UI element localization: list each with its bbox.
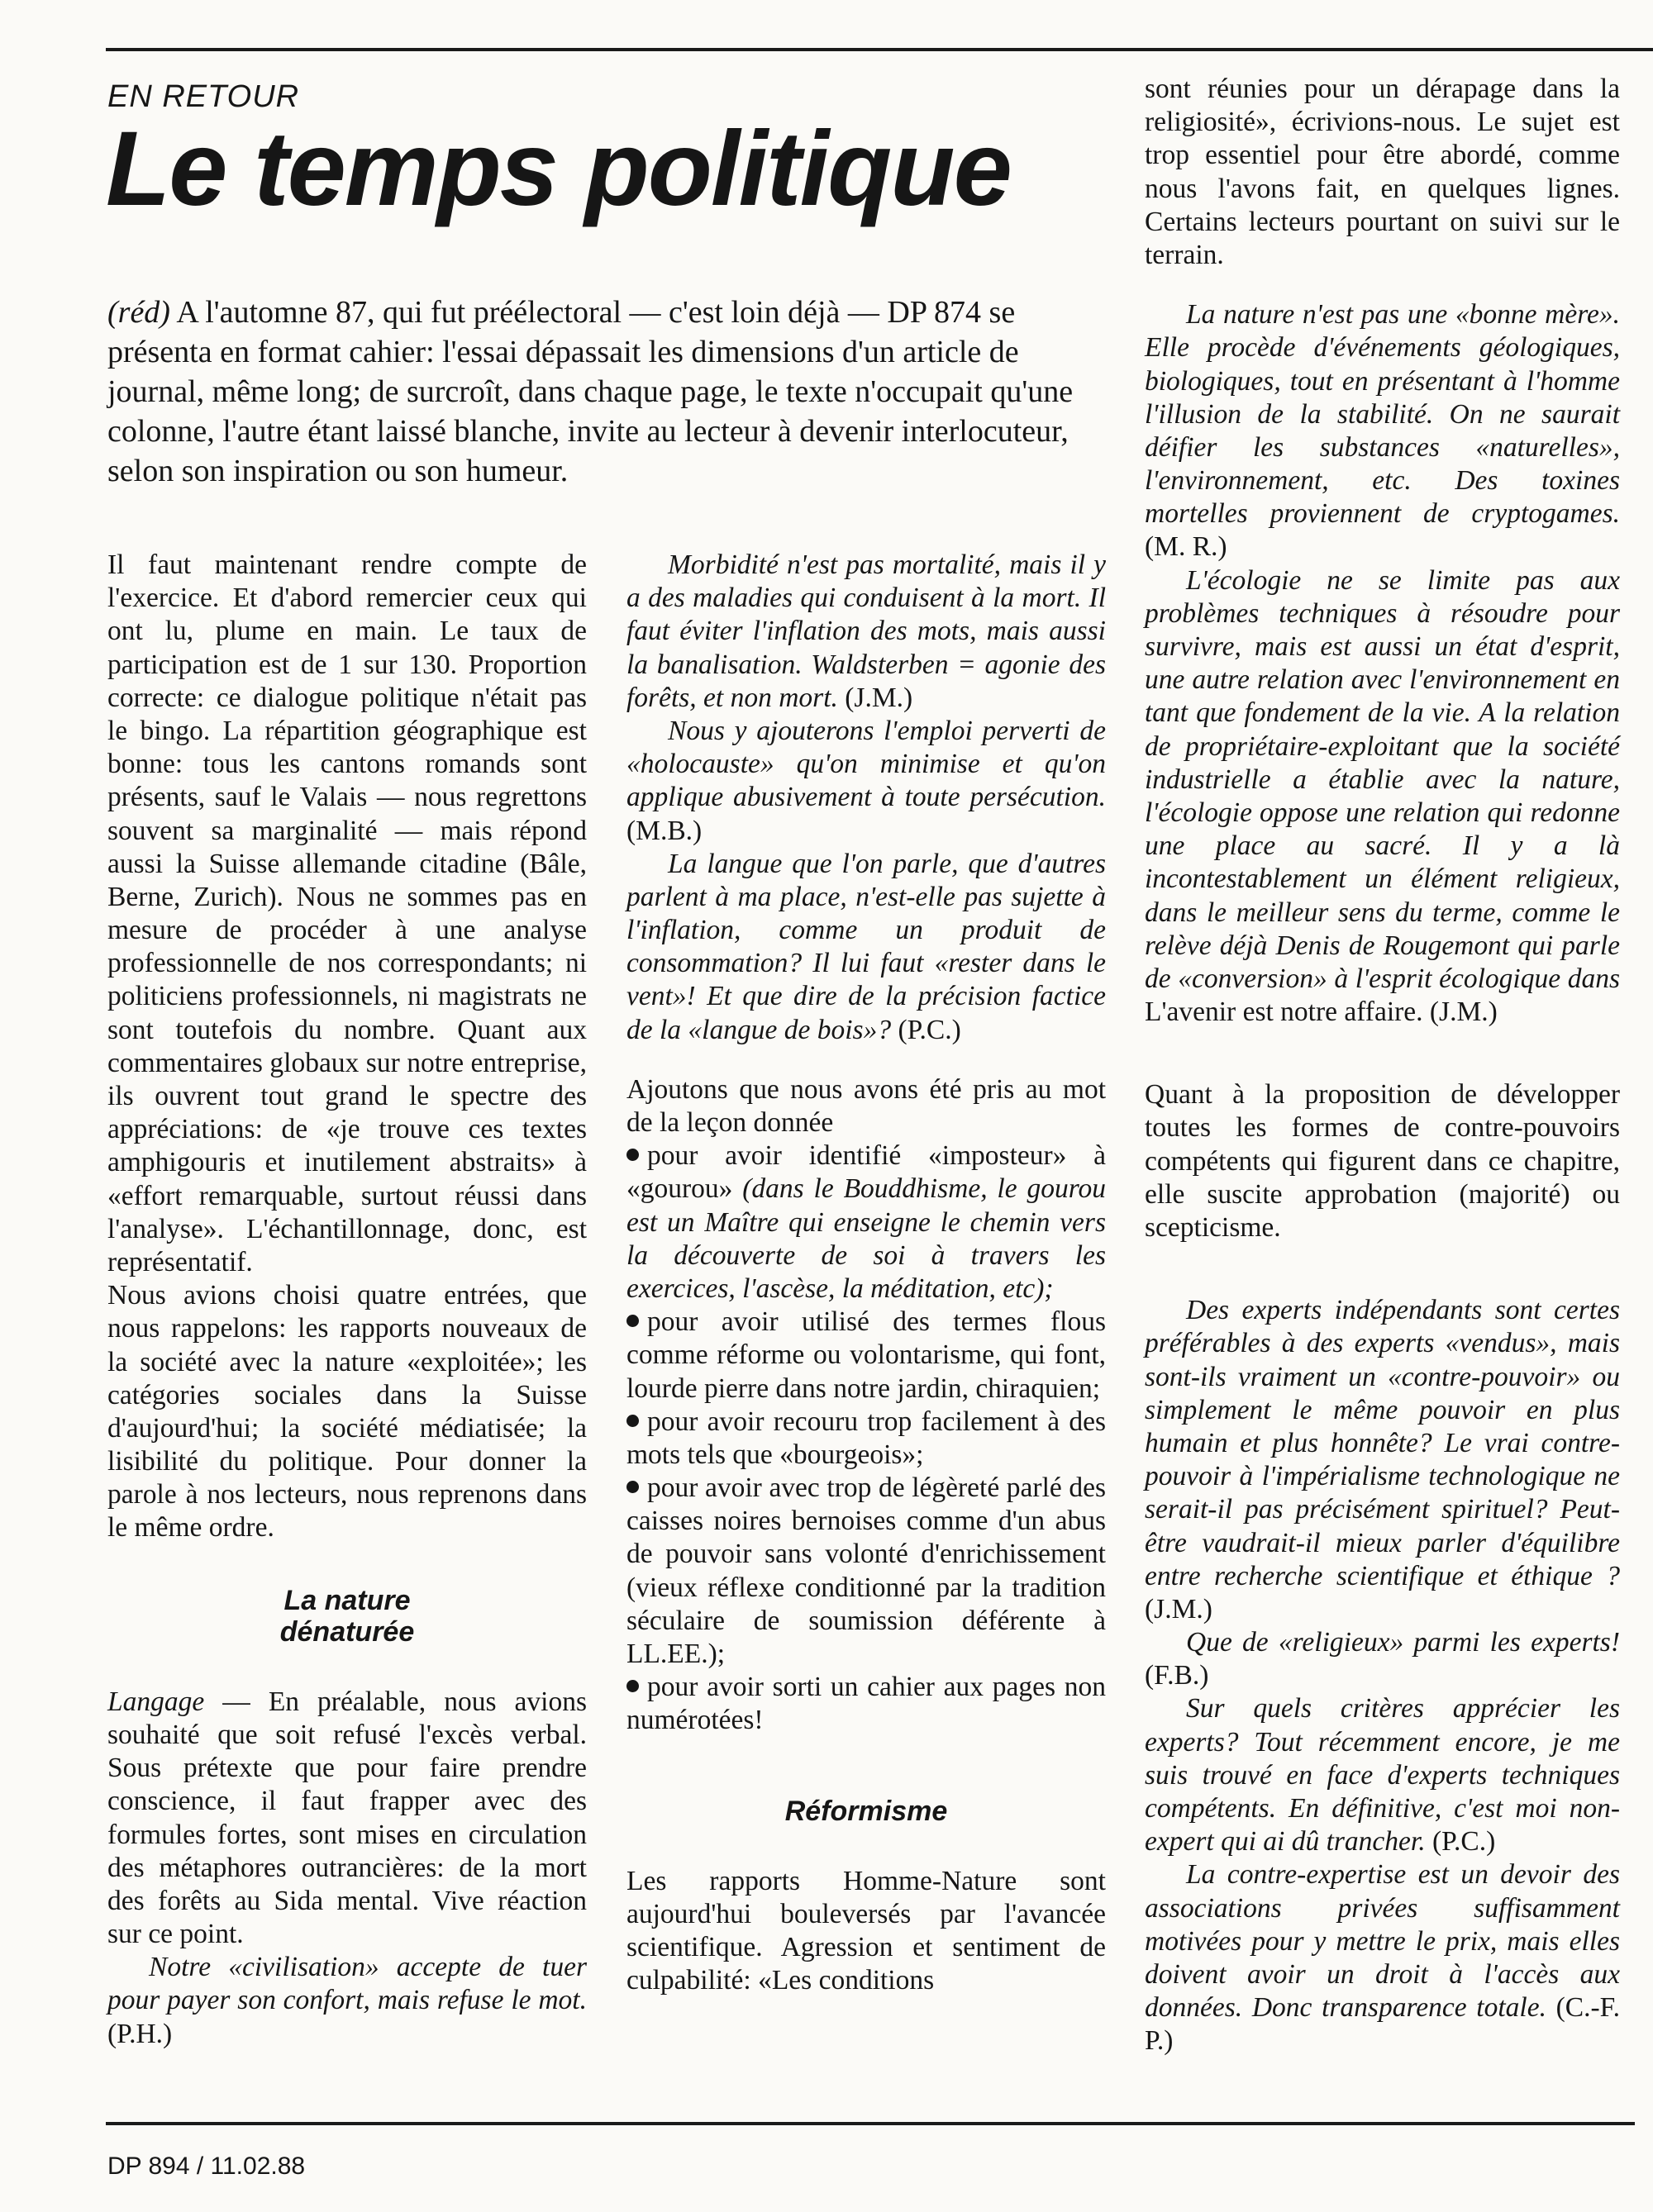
quote-signature: (J.M.): [1145, 1593, 1212, 1625]
bottom-rule: [106, 2122, 1635, 2125]
col3-quote-experts: [1145, 1294, 1620, 1626]
col3-quote-nature: [1145, 298, 1620, 564]
col3-quote-ecologie: [1145, 564, 1620, 1030]
column-3: [1145, 73, 1620, 2058]
langage-label: Langage: [107, 1686, 205, 1717]
col3-paragraph-continued: sont réunies pour un dérapage dans la religiosité», écrivions-nous. Le sujet est trop essentiel pour être abordé, comme nous l'avons fait, en quelques lignes. Certains lecteurs pourtant on suivi sur le terrain.: [1145, 74, 1620, 270]
article-lead: [107, 293, 1089, 491]
quote-signature: (F.B.): [1145, 1660, 1209, 1691]
bullet-item: [626, 1139, 1106, 1306]
lead-text: A l'automne 87, qui fut préélectoral — c'est loin déjà — DP 874 se présenta en format cahier: l'essai dépassait les dimensions d'un article de journal, même long; de surcroît, dans chaque page, le texte n'occupait qu'une colonne, l'autre étant laissé blanche, invite au lecteur à devenir interlocuteur, selon son inspiration ou son humeur.: [107, 295, 1074, 488]
column-1: [107, 549, 587, 2051]
quote-signature: (P.H.): [107, 2018, 173, 2049]
quote-signature: (C.-F. P.): [1145, 1992, 1620, 2057]
quote-text: Que de «religieux» parmi les experts!: [1186, 1627, 1620, 1658]
subhead-nature-line1: La nature: [283, 1584, 411, 1616]
col1-paragraph-1: Il faut maintenant rendre compte de l'exercice. Et d'abord remercier ceux qui ont lu, plume en main. Le taux de participation est de 1 sur 130. Proportion correcte: ce dialogue politique n'était pas le bingo. La répartition géographique est bonne: tous les cantons romands sont présents, sauf le Valais — nous regrettons souvent sa marginalité — mais répond aussi la Suisse allemande citadine (Bâle, Berne, Zurich). Nous ne sommes pas en mesure de procéder à une analyse professionnelle de nos correspondants; ni politiciens professionnels, ni magistrats ne sont toutefois du nombre. Quant aux commentaires globaux sur notre entreprise, ils ouvrent tout grand le spectre des appréciations: de «je trouve ces textes amphigouris et inutilement abstraits» à «effort remarquable, surtout réussi dans l'analyse». L'échantillonnage, donc, est représentatif.: [107, 549, 587, 1277]
quote-signature: (J.M.): [837, 682, 913, 713]
col2-paragraph-rapports: Les rapports Homme-Nature sont aujourd'hui bouleversés par l'avancée scientifique. Agression et sentiment de culpabilité: «Les conditions: [626, 1865, 1106, 1996]
bullet-item: [626, 1306, 1106, 1406]
bullet-dot-icon: [626, 1481, 639, 1493]
col2-quote-langue: [626, 848, 1106, 1047]
col3-quote-criteres: [1145, 1692, 1620, 1858]
bullet-dot-icon: [626, 1680, 639, 1692]
col1-paragraph-langage: [107, 1686, 587, 1952]
subhead-reformisme: Réformisme: [784, 1795, 948, 1827]
quote-text: La langue que l'on parle, que d'autres parlent à ma place, n'est-elle pas sujette à l'inflation, comme un produit de consommation? Il lui faut «rester dans le vent»! Et que dire de la précision factice de la «langue de bois»?: [626, 848, 1106, 1045]
col3-quote-religieux: [1145, 1626, 1620, 1692]
article-title: Le temps politique: [106, 110, 1011, 228]
col3-quote-contre-expertise: [1145, 1858, 1620, 2057]
top-rule: [106, 48, 1653, 51]
issue-footer: DP 894 / 11.02.88: [107, 2153, 306, 2180]
bullet-item: [626, 1671, 1106, 1737]
bullet-item: [626, 1472, 1106, 1671]
quote-signature: (M.B.): [626, 815, 703, 846]
lead-tag: (réd): [107, 295, 170, 330]
col3-paragraph-contre-pouvoirs: Quant à la proposition de développer toutes les formes de contre-pouvoirs compétents qui figurent dans ce chapitre, elle suscite approbation (majorité) ou scepticisme.: [1145, 1079, 1620, 1243]
col2-paragraph-ajoutons: Ajoutons que nous avons été pris au mot de la leçon donnée: [626, 1073, 1106, 1138]
quote-signature: (J.M.): [1422, 997, 1498, 1028]
quote-text: L'écologie ne se limite pas aux problèmes techniques à résoudre pour survivre, mais est aussi un état d'esprit, une autre relation avec l'environnement en tant que fondement de la vie. A la relation de propriétaire-exploitant que la société industrielle a établie avec la nature, l'écologie oppose une relation qui redonne une place au sacré. Il y a là incontestablement un élément religieux, dans le meilleur sens du terme, comme le relève déjà Denis de Rougemont qui parle de «conversion» à l'esprit écologique dans: [1145, 564, 1620, 994]
quote-text: Nous y ajouterons l'emploi perverti de «holocauste» qu'on minimise et qu'on applique abusivement à toute persécution.: [626, 715, 1106, 813]
column-2: [626, 549, 1106, 1997]
bullet-quote: (dans le Bouddhisme, le gourou est un Maître qui enseigne le chemin vers la découverte de soi à travers les exercices, l'ascèse, la méditation, etc);: [626, 1173, 1106, 1304]
quote-signature: (P.C.): [891, 1014, 961, 1045]
langage-text: — En préalable, nous avions souhaité que soit refusé l'excès verbal. Sous prétexte que pour faire prendre conscience, il faut frapper avec des formules fortes, sont mises en circulation des métaphores outrancières: de la mort des forêts au Sida mental. Vive réaction sur ce point.: [107, 1686, 587, 1950]
bullet-text: pour avoir sorti un cahier aux pages non numérotées!: [626, 1672, 1106, 1736]
quote-text: La nature n'est pas une «bonne mère». Elle procède d'événements géologiques, biologiques, tout en présentant à l'homme l'illusion de la stabilité. On ne saurait déifier les substances «naturelles», l'environnement, etc. Des toxines mortelles proviennent de cryptogames.: [1145, 299, 1620, 530]
bullet-text: pour avoir utilisé des termes flous comme réforme ou volontarisme, qui font, lourde pierre dans notre jardin, chiraquien;: [626, 1306, 1106, 1404]
bullet-dot-icon: [626, 1315, 639, 1327]
col2-quote-holocauste: [626, 715, 1106, 848]
bullet-item: [626, 1406, 1106, 1472]
quote-signature: (P.C.): [1425, 1826, 1496, 1858]
subhead-nature: [107, 1585, 587, 1648]
col2-quote-morbidite: [626, 549, 1106, 715]
quote-signature: (M. R.): [1145, 531, 1227, 563]
bullet-dot-icon: [626, 1415, 639, 1427]
quote-text: La contre-expertise est un devoir des associations privées suffisamment motivées pour y mettre le prix, mais elles doivent avoir un droit à l'accès aux données. Donc transparence totale.: [1145, 1859, 1620, 2024]
subhead-nature-line2: dénaturée: [279, 1615, 415, 1648]
section-kicker: EN RETOUR: [107, 79, 300, 114]
bullet-dot-icon: [626, 1149, 639, 1161]
bullet-text: pour avoir identifié «imposteur» à «gourou»: [626, 1140, 1106, 1205]
bullet-text: pour avoir avec trop de légèreté parlé des caisses noires bernoises comme d'un abus de pouvoir sans volonté d'enrichissement (vieux réflexe conditionné par la tradition séculaire de soumission déférente à LL.EE.);: [626, 1472, 1106, 1669]
quote-text: Notre «civilisation» accepte de tuer pour payer son confort, mais refuse le mot.: [107, 1952, 587, 2016]
quote-text: Sur quels critères apprécier les experts? Tout récemment encore, je me suis trouvé en face d'experts techniques compétents. En définitive, c'est moi non-expert qui ai dû trancher.: [1145, 1693, 1620, 1858]
quote-book-title: L'avenir est notre affaire.: [1145, 997, 1423, 1028]
col1-quote-civilisation: [107, 1951, 587, 2051]
col1-paragraph-2: Nous avions choisi quatre entrées, que nous rappelons: les rapports nouveaux de la société avec la nature «exploitée»; les catégories sociales dans la Suisse d'aujourd'hui; la société médiatisée; la lisibilité du politique. Pour donner la parole à nos lecteurs, nous reprenons dans le même ordre.: [107, 1280, 587, 1544]
quote-text: Morbidité n'est pas mortalité, mais il y a des maladies qui conduisent à la mort. Il faut éviter l'inflation des mots, mais aussi la banalisation. Waldsterben = agonie des forêts, et non mort.: [626, 549, 1106, 713]
bullet-text: pour avoir recouru trop facilement à des mots tels que «bourgeois»;: [626, 1406, 1106, 1470]
quote-text: Des experts indépendants sont certes préférables à des experts «vendus», mais sont-ils vraiment un «contre-pouvoir» ou simplement le même pouvoir en plus humain et plus honnête? Le vrai contre-pouvoir à l'impérialisme technologique ne serait-il pas précisément spirituel? Peut-être vaudrait-il mieux parler d'équilibre entre recherche scientifique et éthique ?: [1145, 1295, 1620, 1591]
